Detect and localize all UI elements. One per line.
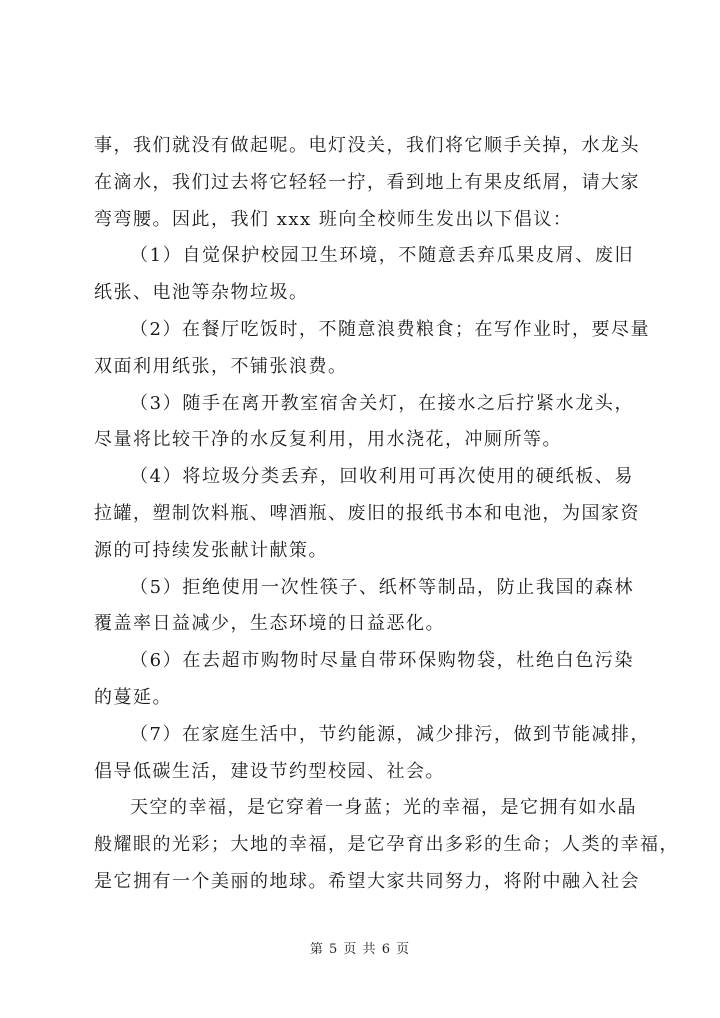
text-line: 双面利用纸张，不铺张浪费。: [94, 355, 348, 377]
page-footer: 第 5 页 共 6 页: [309, 942, 411, 957]
text-line: 在滴水，我们过去将它轻轻一拧，看到地上有果皮纸屑，请大家: [94, 171, 640, 193]
text-line: 倡导低碳生活，建设节约型校园、社会。: [94, 760, 445, 782]
text-line: （1）自觉保护校园卫生环境，不随意丢弃瓜果皮屑、废旧: [130, 245, 634, 267]
text-line: 般耀眼的光彩；大地的幸福，是它孕育出多彩的生命；人类的幸福，: [94, 834, 679, 856]
text-line: （2）在餐厅吃饭时，不随意浪费粮食；在写作业时，要尽量: [130, 318, 650, 340]
text-line: （5）拒绝使用一次性筷子、纸杯等制品，防止我国的森林: [130, 576, 634, 598]
text-line: 天空的幸福，是它穿着一身蓝；光的幸福，是它拥有如水晶: [130, 797, 637, 819]
text-line: 覆盖率日益减少，生态环境的日益恶化。: [94, 613, 445, 635]
text-line: 尽量将比较干净的水反复利用，用水浇花，冲厕所等。: [94, 429, 562, 451]
text-line: 的蔓延。: [94, 686, 172, 708]
text-line: 源的可持续发张献计献策。: [94, 539, 328, 561]
text-line: 纸张、电池等杂物垃圾。: [94, 282, 309, 304]
text-line: 弯弯腰。因此，我们 xxx 班向全校师生发出以下倡议：: [94, 208, 573, 230]
text-line: 是它拥有一个美丽的地球。希望大家共同努力，将附中融入社会: [94, 870, 640, 892]
text-line: 拉罐，塑制饮料瓶、啤酒瓶、废旧的报纸书本和电池，为国家资: [94, 502, 640, 524]
text-line: 事，我们就没有做起呢。电灯没关，我们将它顺手关掉，水龙头: [94, 135, 640, 156]
text-line: （4）将垃圾分类丢弃，回收利用可再次使用的硬纸板、易: [130, 466, 634, 488]
text-line: （6）在去超市购物时尽量自带环保购物袋，杜绝白色污染: [130, 650, 634, 672]
document-body: [94, 128, 679, 901]
text-line: （7）在家庭生活中，节约能源，减少排污，做到节能减排，: [130, 723, 650, 745]
text-line: （3）随手在离开教室宿舍关灯，在接水之后拧紧水龙头，: [130, 392, 634, 414]
